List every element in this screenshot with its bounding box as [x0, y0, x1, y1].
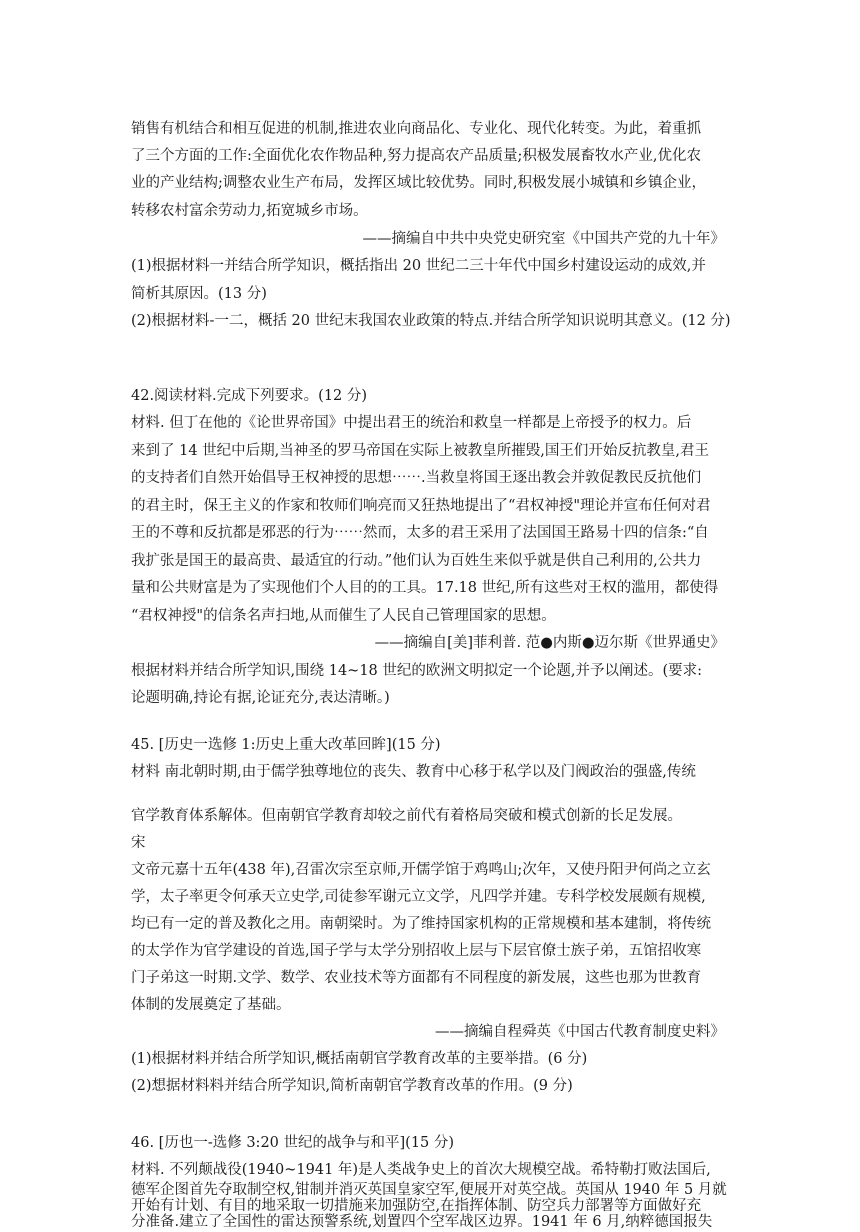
question-line: 简析其原因。(13 分): [131, 286, 267, 302]
text-line: 分准备.建立了全国性的雷达预警系统,划置四个空军战区边界。1941 年 6 月,纳粹德国报失: [131, 1214, 713, 1230]
source-citation: ——摘编自程舜英《中国古代教育制度史料》: [435, 1024, 725, 1040]
text-line: 了三个方面的工作:全面优化农作物品种,努力提高农产品质量;积极发展畜牧水产业,优化农: [131, 148, 701, 164]
text-line: 的君主时，保王主义的作家和牧师们响亮而又狂热地提出了“君权神授"理论并宣布任何对君: [131, 498, 711, 514]
question-line: (2)根据材料-一二，概括 20 世纪末我国农业政策的特点.并结合所学知识说明其意义。(12 分): [131, 313, 731, 329]
text-line: 官学教育体系解体。但南朝官学教育却较之前代有着格局突破和模式创新的长足发展。: [131, 808, 682, 824]
text-line: 的太学作为官学建设的首选,国子学与太学分别招收上层与下层官僚士族子弟，五馆招收寒: [131, 943, 702, 959]
source-citation: ——摘编自[美]菲利普. 范●内斯●迈尔斯《世界通史》: [374, 635, 725, 651]
question-line: 根据材料并结合所学知识,围绕 14~18 世纪的欧洲文明拟定一个论题,并予以阐述。(要求:: [131, 663, 703, 679]
text-line: 开始有计划、有目的地采取一切措施来加强防空,在指挥体制、防空兵力部署等方面做好充: [131, 1198, 702, 1214]
question-title: 45. [历史一选修 1:历史上重大改革回眸](15 分): [131, 737, 441, 753]
text-line: 的支持者们自然开始倡导王权神授的思想⋯⋯.当救皇将国王逐出教会并敦促教民反抗他们: [131, 470, 702, 486]
text-line: 文帝元嘉十五年(438 年),召雷次宗至京师,开儒学馆于鸡鸣山;次年，又使丹阳尹何尚之立玄: [131, 862, 711, 878]
text-line: 宋: [131, 835, 146, 851]
question-line: (1)根据材料一并结合所学知识，概括指出 20 世纪二三十年代中国乡村建设运动的成效,并: [131, 258, 706, 274]
question-line: 论题明确,持论有据,论证充分,表达清晰。): [131, 690, 390, 706]
text-line: 业的产业结构;调整农业生产布局，发挥区域比较优势。同时,积极发展小城镇和乡镇企业，: [131, 175, 706, 191]
question-title: 42.阅读材料.完成下列要求。(12 分): [131, 388, 368, 404]
text-line: 王的不尊和反抗都是邪恶的行为⋯⋯然而，太多的君王采用了法国国王路易十四的信条:“自: [131, 525, 709, 541]
question-title: 46. [历也一-选修 3:20 世纪的战争与和平](15 分): [131, 1135, 455, 1151]
text-line: 学，太子率更令何承天立史学,司徒参军谢元立文学，凡四学并建。专科学校发展颇有规模,: [131, 889, 706, 905]
text-line: 材料. 但丁在他的《论世界帝国》中提出君王的统治和救皇一样都是上帝授予的权力。后: [131, 415, 692, 431]
text-line: 我扩张是国王的最高贵、最适宜的行动。”他们认为百姓生来似乎就是供自己利用的,公共力: [131, 553, 702, 569]
text-line: 销售有机结合和相互促进的机制,推进农业向商品化、专业化、现代化转变。为此，着重抓: [131, 121, 702, 137]
text-line: 来到了 14 世纪中后期,当神圣的罗马帝国在实际上被教皇所摧毁,国王们开始反抗教皇,君王: [131, 443, 709, 459]
text-line: 门子弟这一时期.文学、数学、农业技术等方面都有不同程度的新发展，这些也那为世教育: [131, 970, 702, 986]
text-line: 材料. 不列颠战役(1940~1941 年)是人类战争史上的首次大规模空战。希特勒打败法国后,: [131, 1162, 711, 1178]
text-line: 德军企图首先夺取制空权,钳制并消灭英国皇家空军,便展开对英空战。英国从 1940 年 5 月就: [131, 1182, 727, 1198]
question-line: (2)想据材料料并结合所学知识,简析南朝官学教育改革的作用。(9 分): [131, 1078, 573, 1094]
text-line: 体制的发展奠定了基础。: [131, 997, 291, 1013]
source-citation: ——摘编自中共中央党史研究室《中国共产党的九十年》: [362, 231, 725, 247]
text-line: 均已有一定的普及教化之用。南朝梁时。为了维持国家机构的正常规模和基本建制，将传统: [131, 916, 711, 932]
text-line: 量和公共财富是为了实现他们个人目的的工具。17.18 世纪,所有这些对王权的滥用，都使得: [131, 580, 719, 596]
text-line: 材料 南北朝时期,由于儒学独尊地位的丧失、教育中心移于私学以及门阀政治的强盛,传统: [131, 764, 696, 780]
question-line: (1)根据材料并结合所学知识,概括南朝官学教育改革的主要举措。(6 分): [131, 1051, 588, 1067]
text-line: “君权神授"的信条名声扫地,从而催生了人民自己管理国家的思想。: [131, 608, 556, 624]
text-line: 转移农村富余劳动力,拓宽城乡市场。: [131, 203, 368, 219]
